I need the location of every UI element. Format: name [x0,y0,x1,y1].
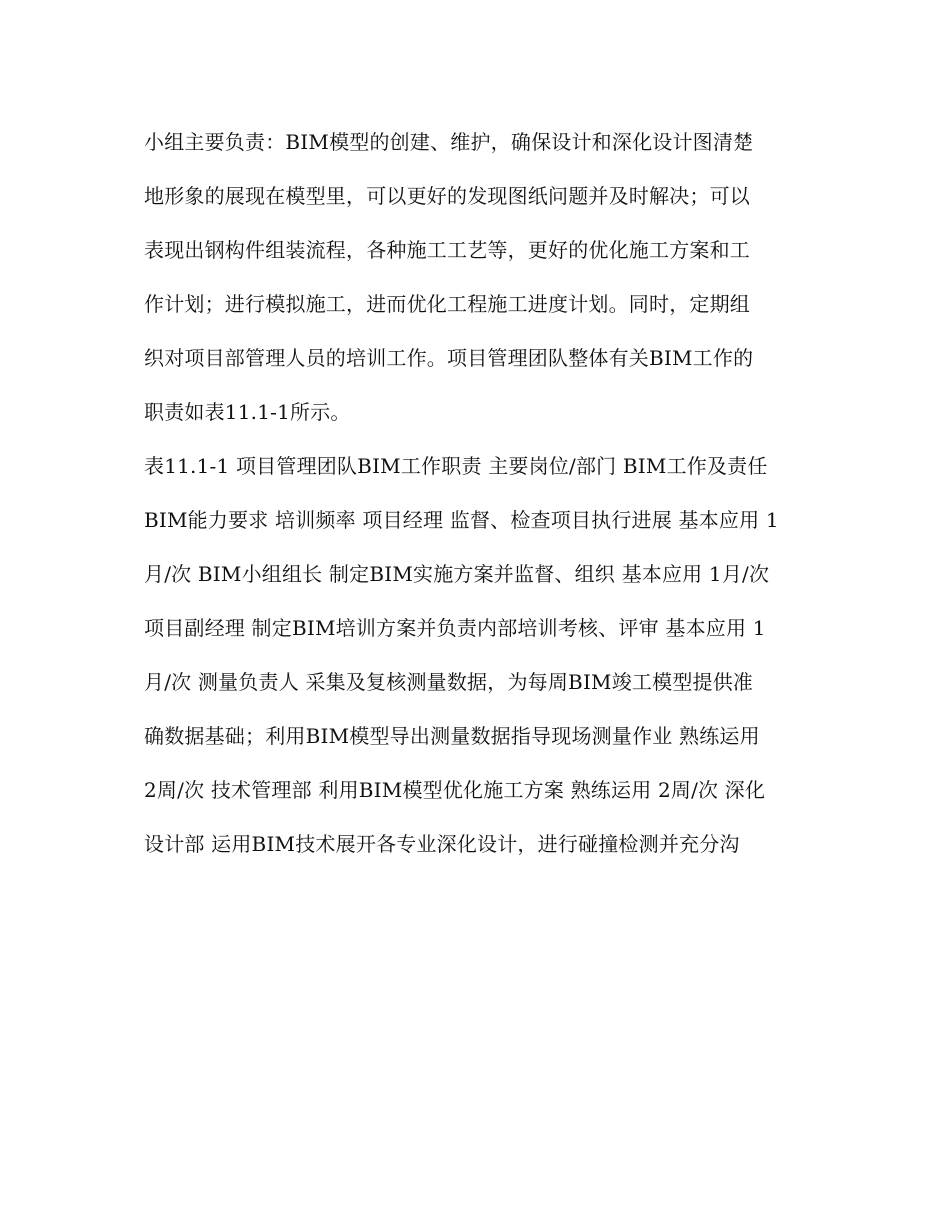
table-text-line: 设计部 运用BIM技术展开各专业深化设计，进行碰撞检测并充分沟 [144,832,740,856]
text-line: 表现出钢构件组装流程，各种施工工艺等，更好的优化施工方案和工 [144,238,750,262]
table-text-line: 确数据基础；利用BIM模型导出测量数据指导现场测量作业 熟练运用 [144,724,760,748]
table-text-line: 月/次 测量负责人 采集及复核测量数据，为每周BIM竣工模型提供准 [144,670,754,694]
text-line: 织对项目部管理人员的培训工作。项目管理团队整体有关BIM工作的 [144,346,754,370]
body-text [144,122,824,878]
text-line: 地形象的展现在模型里，可以更好的发现图纸问题并及时解决；可以 [144,184,750,208]
table-text-line: 月/次 BIM小组组长 制定BIM实施方案并监督、组织 基本应用 1月/次 [144,562,770,586]
text-line: 作计划；进行模拟施工，进而优化工程施工进度计划。同时，定期组 [144,292,750,316]
table-text-line: BIM能力要求 培训频率 项目经理 监督、检查项目执行进展 基本应用 1 [144,508,779,532]
text-line: 小组主要负责：BIM模型的创建、维护，确保设计和深化设计图清楚 [144,130,754,154]
table-caption-line: 表11.1-1 项目管理团队BIM工作职责 主要岗位/部门 BIM工作及责任 [144,454,768,478]
text-line: 职责如表11.1-1所示。 [144,400,351,424]
table-text-line: 项目副经理 制定BIM培训方案并负责内部培训考核、评审 基本应用 1 [144,616,766,640]
table-text-line: 2周/次 技术管理部 利用BIM模型优化施工方案 熟练运用 2周/次 深化 [144,778,766,802]
